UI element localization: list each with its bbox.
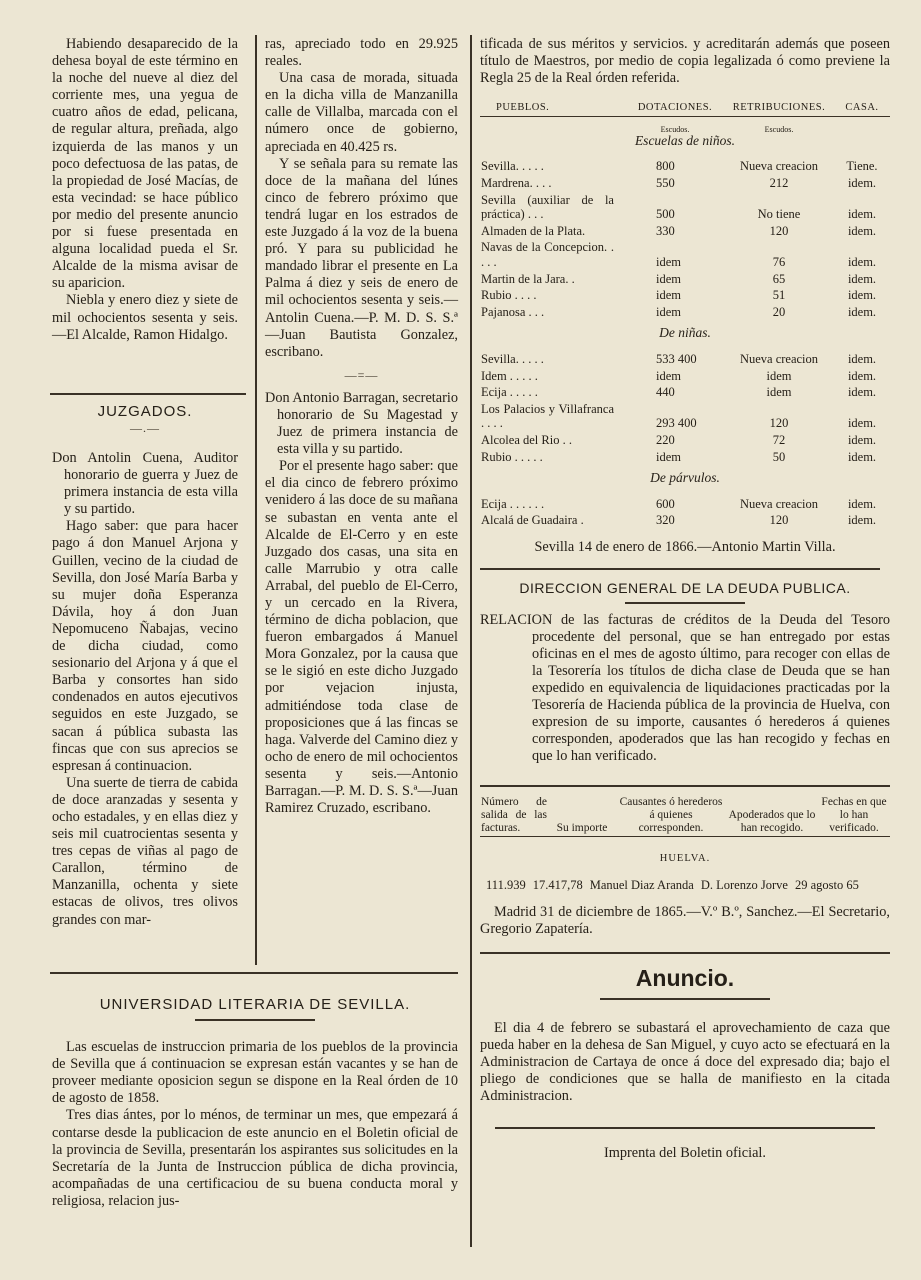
- lost-animal-signature: Niebla y enero diez y siete de mil ochocientos sesenta y seis.—El Alcalde, Ramon Hidalgo.: [52, 292, 238, 343]
- escuelas-group-title: De párvulos.: [650, 470, 720, 486]
- escuelas-header-rule: [480, 116, 890, 125]
- escuelas-cell-casa: idem.: [847, 449, 877, 464]
- escuelas-cell-dot: 500: [656, 207, 675, 222]
- escuelas-cell-ret: Nueva creacion: [739, 352, 819, 366]
- escuelas-cell-casa: idem.: [847, 513, 877, 528]
- deuda-row-fecha: 29 agosto 65: [794, 877, 859, 892]
- escuelas-row: [480, 449, 890, 466]
- escuelas-cell-dot: 330: [656, 223, 675, 238]
- escuelas-cell-ret: 120: [769, 513, 789, 528]
- anuncio-ornament: [600, 998, 770, 1000]
- escuelas-cell-pueblo: Navas de la Concepcion. . . . .: [481, 240, 614, 270]
- escuelas-signature: Sevilla 14 de enero de 1866.—Antonio Martin Villa.: [534, 538, 836, 555]
- deuda-row-importe: 17.417,78: [532, 877, 583, 892]
- deuda-province: HUELVA.: [659, 852, 711, 864]
- deuda-ornament: [625, 602, 745, 604]
- escuelas-cell-pueblo: Idem . . . . .: [481, 368, 538, 383]
- deuda-row-causante: Manuel Diaz Aranda: [589, 877, 694, 892]
- escuelas-cell-ret: 120: [769, 223, 789, 238]
- escuelas-cell-dot: 220: [656, 432, 675, 447]
- escuelas-cell-casa: idem.: [847, 255, 877, 270]
- imprenta-label: Imprenta del Boletin oficial.: [604, 1144, 766, 1161]
- column-2: [265, 36, 458, 817]
- universidad-top-rule: [50, 972, 458, 974]
- escuelas-cell-casa: idem.: [847, 496, 877, 511]
- escuelas-group-title: De niñas.: [659, 325, 711, 341]
- escuelas-cell-ret: 50: [772, 449, 786, 464]
- escuelas-cell-ret: idem: [766, 368, 792, 383]
- escuelas-row: [480, 432, 890, 449]
- escuelas-cell-ret: 120: [769, 416, 789, 431]
- escuelas-cell-dot: 550: [656, 176, 675, 191]
- col2-separator: —=—: [344, 367, 379, 382]
- escuelas-cell-dot: 800: [656, 159, 675, 174]
- lost-animal-notice: Habiendo desaparecido de la dehesa boyal de este término en la noche del nueve al diez del corriente mes, una yegua de cuatro años de edad, pelicana, de regular altura, preñada, algo izquierda de las manos y un poco defectuosa de las patas, de la propiedad de José Macías, de esta vecindad: se hace público por medio del presente anuncio por si fuese presentada en alguna localidad pueda el Sr. Alcalde de la misma avisar de su aparicion.: [52, 36, 238, 292]
- escuelas-row: [480, 384, 890, 401]
- deuda-header-rule: [480, 836, 890, 851]
- escuelas-cell-casa: idem.: [847, 271, 877, 286]
- cuena-cont-1: ras, apreciado todo en 29.925 reales.: [265, 36, 458, 70]
- anuncio-title: Anuncio.: [635, 964, 735, 991]
- escuelas-cell-ret: No tiene: [757, 207, 801, 222]
- header-pueblos: PUEBLOS.: [496, 102, 550, 114]
- juzgados-ornament: —.—: [130, 421, 160, 436]
- escuelas-group-title-row: [480, 320, 890, 351]
- escuelas-cell-ret: Nueva creacion: [739, 159, 819, 174]
- escuelas-cell-dot: idem: [656, 255, 681, 270]
- universidad-ornament: [195, 1019, 315, 1021]
- column-1-cuena: [52, 450, 238, 929]
- universidad-cont: tificada de sus méritos y servicios. y acreditarán además que poseen título de Maestros, por medio de copia legalizada ó como previene la Regla 25 de la Real órden referida.: [480, 36, 890, 87]
- escuelas-cell-pueblo: Sevilla (auxiliar de la práctica) . . .: [481, 192, 614, 222]
- deuda-header-causantes: Causantes ó herederos á quienes corresponden.: [619, 795, 723, 834]
- anuncio-top-rule: [480, 952, 890, 954]
- escuelas-cell-pueblo: Martin de la Jara. .: [481, 271, 575, 286]
- escuelas-cell-casa: idem.: [847, 304, 877, 319]
- escuelas-cell-casa: Tiene.: [846, 159, 878, 174]
- currency-label-1: Escudos.: [660, 124, 690, 134]
- deuda-title: DIRECCION GENERAL DE LA DEUDA PUBLICA.: [519, 579, 851, 596]
- escuelas-cell-ret: idem: [766, 385, 792, 400]
- column-1: [52, 36, 238, 344]
- deuda-header-importe: Su importe: [556, 821, 608, 834]
- deuda-table: [480, 795, 890, 877]
- deuda-province-row: [480, 851, 890, 877]
- escuelas-cell-pueblo: Alcalá de Guadaira .: [481, 513, 584, 528]
- escuelas-cell-pueblo: Sevilla. . . . .: [481, 352, 544, 366]
- escuelas-row: [480, 351, 890, 368]
- escuelas-header-row: [480, 101, 890, 116]
- cuena-body-1: Hago saber: que para hacer pago á don Manuel Arjona y Guillen, vecino de la ciudad de Sevilla, don José María Barba y su mujer doña Esperanza Dávila, hoy á don Juan Nepomuceno Ñabajas, vecino de dicha ciudad, como sesionario del Arjona y á que el Barba y consortes han sido condenados en autos ejecutivos seguidos en este Juzgado, se sacan á pública subasta las fincas que con sus aprecios se espresan á continuacion.: [52, 518, 238, 774]
- escuelas-cell-ret: 212: [769, 176, 789, 191]
- escuelas-cell-pueblo: Los Palacios y Villafranca . . . .: [481, 401, 614, 431]
- escuelas-cell-casa: idem.: [847, 432, 877, 447]
- escuelas-group-title-row: [480, 134, 890, 159]
- escuelas-cell-dot: 440: [656, 385, 675, 400]
- col1-section-rule: [50, 393, 246, 395]
- deuda-row-apoderado: D. Lorenzo Jorve: [700, 877, 788, 892]
- header-casa: CASA.: [845, 102, 879, 114]
- deuda-header-fechas: Fechas en que lo han verificado.: [821, 795, 887, 834]
- escuelas-cell-dot: idem: [656, 368, 681, 383]
- escuelas-cell-casa: idem.: [847, 385, 877, 400]
- escuelas-row: [480, 271, 890, 288]
- escuelas-cell-pueblo: Alcolea del Rio . .: [481, 432, 572, 447]
- escuelas-row: [480, 287, 890, 304]
- escuelas-cell-pueblo: Sevilla. . . . .: [481, 159, 544, 174]
- escuelas-table: [480, 101, 890, 529]
- escuelas-row: [480, 239, 890, 270]
- deuda-signature: Madrid 31 de diciembre de 1865.—V.º B.º, Sanchez.—El Secretario, Gregorio Zapatería.: [480, 904, 890, 938]
- escuelas-cell-pueblo: Rubio . . . .: [481, 288, 537, 303]
- escuelas-cell-dot: idem: [656, 304, 681, 319]
- column-3: [480, 36, 890, 1162]
- cuena-body-2: Una suerte de tierra de cabida de doce aranzadas y sesenta y ocho estadales, y en ellas diez y seis mil cuatrocientas sesenta y tres cepas de viñas al pago de Carallon, término de Manzanilla, ochenta y siete estacas de olivos, tres olivos grandes con mar-: [52, 774, 238, 928]
- deuda-row-numero: 111.939: [486, 877, 526, 892]
- column-divider-1: [255, 35, 257, 965]
- deuda-relacion: RELACION de las facturas de créditos de la Deuda del Tesoro procedente del personal, que se han entregado por estas oficinas en el mes de agosto último, para recoger con ellas de la Tesorería los títulos de dicha clase de Deuda que se han expedido en equivalencia de liquidaciones practicadas por la Tesorería de Hacienda pública de la provincia de Huelva, con expresion de su importe, causantes ó herederos á quienes corresponden, apoderados que las han recogido y fechas en que lo han verificado.: [480, 611, 890, 765]
- imprenta-top-rule: [495, 1127, 875, 1129]
- anuncio-text: El dia 4 de febrero se subastará el aprovechamiento de caza que pueda haber en la dehesa de San Miguel, y cuyo acto se efectuará en la Administracion de Cartaya de once á doce del expresado dia; bajo el pliego de condiciones que se halla de manifiesto en la citada Administracion.: [480, 1019, 890, 1105]
- deuda-table-top-rule: [480, 785, 890, 787]
- escuelas-cell-casa: idem.: [847, 352, 877, 366]
- escuelas-cell-pueblo: Ecija . . . . .: [481, 385, 538, 400]
- column-divider-2: [470, 35, 472, 1247]
- escuelas-row: [480, 158, 890, 175]
- universidad-para-1: Las escuelas de instruccion primaria de los pueblos de la provincia de Sevilla que á continuacion se expresan están vacantes y se han de proveer mediante oposicion segun se dispone en la Real órden de 10 de agosto de 1858.: [52, 1039, 458, 1107]
- escuelas-cell-ret: 76: [772, 255, 786, 270]
- escuelas-row: [480, 368, 890, 385]
- cuena-cont-2: Una casa de morada, situada en la dicha villa de Manzanilla calle de Villalba, marcada con el número once de gobierno, apreciada en 40.425 rs.: [265, 70, 458, 155]
- universidad-para-2: Tres dias ántes, por lo ménos, de terminar un mes, que empezará á contarse desde la publicacion de este anuncio en el Boletin oficial de la provincia de Sevilla, presentarán los aspirantes sus solicitudes en la Secretaría de la Junta de Instruccion pública de dicha provincia, acompañadas de una certificaciou de su buena conducta moral y religiosa, relacion jus-: [52, 1107, 458, 1209]
- escuelas-group-title: Escuelas de niños.: [634, 132, 736, 148]
- deuda-row: [480, 877, 890, 894]
- escuelas-cell-ret: 65: [772, 271, 786, 286]
- cuena-intro: Don Antolin Cuena, Auditor honorario de guerra y Juez de primera instancia de esta villa y su partido.: [52, 450, 238, 518]
- escuelas-cell-pueblo: Pajanosa . . .: [481, 304, 545, 319]
- escuelas-cell-casa: idem.: [847, 223, 877, 238]
- escuelas-row: [480, 223, 890, 240]
- escuelas-cell-casa: idem.: [847, 207, 877, 222]
- escuelas-cell-dot: idem: [656, 449, 681, 464]
- universidad-section: [52, 996, 458, 1210]
- cuena-cont-3: Y se señala para su remate las doce de la mañana del lúnes cinco de febrero próximo que tendrá lugar en los estrados de este Juzgado á la voz de la buena pró. Y para su publicidad he mandado librar el presente en La Palma á diez y seis de enero de mil ochocientos sesenta y seis.—Antolin Cuena.—P. M. D. S. S.ª—Juan Bautista Gonzalez, escribano.: [265, 155, 458, 360]
- escuelas-row: [480, 304, 890, 321]
- escuelas-cell-pueblo: Mardrena. . . .: [481, 176, 552, 191]
- escuelas-cell-casa: idem.: [847, 368, 877, 383]
- escuelas-row: [480, 175, 890, 192]
- escuelas-cell-casa: idem.: [847, 416, 877, 431]
- escuelas-cell-pueblo: Rubio . . . . .: [481, 449, 543, 464]
- escuelas-cell-casa: idem.: [847, 288, 877, 303]
- escuelas-cell-dot: 533 400: [656, 352, 697, 366]
- escuelas-cell-ret: Nueva creacion: [739, 496, 819, 511]
- escuelas-cell-dot: idem: [656, 288, 681, 303]
- deuda-header-numero: Número de salida de las facturas.: [481, 795, 547, 834]
- barragan-body: Por el presente hago saber: que el dia cinco de febrero próximo venidero á las doce de su mañana se subastan en venta ante el Alcalde de El-Cerro y en este Juzgado dos casas, una sita en calle Marrubio y otra calle Arrabal, del pueblo de El-Cerro, y un cercado en la Rivera, término de dicha poblacion, que fueron embargados á Manuel Mora Gonzalez, por la causa que se le sigió en este dicho Juzgado por vejacion injusta, admitiéndose toda clase de proposiciones que á las fincas se haga. Valverde del Camino diez y ocho de enero de mil ochocientos sesenta y seis.—Antonio Barragan.—P. M. D. S. S.ª—Juan Ramirez Cruzado, escribano.: [265, 458, 458, 817]
- deuda-header-apoderados: Apoderados que lo han recogido.: [728, 808, 816, 834]
- escuelas-cell-dot: 600: [656, 496, 675, 511]
- escuelas-cell-ret: 51: [772, 288, 786, 303]
- escuelas-group-title-row: [480, 465, 890, 496]
- deuda-header-row: [480, 795, 890, 837]
- escuelas-cell-dot: 320: [656, 513, 675, 528]
- juzgados-title: JUZGADOS.: [97, 403, 193, 420]
- escuelas-row: [480, 192, 890, 223]
- escuelas-row: [480, 401, 890, 432]
- barragan-intro: Don Antonio Barragan, secretario honorario de Su Magestad y Juez de primera instancia de esta villa y su partido.: [265, 389, 458, 458]
- deuda-top-rule: [480, 568, 880, 570]
- escuelas-cell-ret: 72: [772, 432, 786, 447]
- escuelas-cell-dot: idem: [656, 271, 681, 286]
- escuelas-cell-pueblo: Almaden de la Plata.: [481, 223, 586, 238]
- currency-label-2: Escudos.: [764, 124, 794, 134]
- header-dotaciones: DOTACIONES.: [637, 102, 713, 114]
- escuelas-cell-ret: 20: [772, 304, 786, 319]
- escuelas-cell-casa: idem.: [847, 176, 877, 191]
- universidad-title: UNIVERSIDAD LITERARIA DE SEVILLA.: [99, 996, 411, 1013]
- header-retribuciones: RETRIBUCIONES.: [732, 102, 826, 114]
- escuelas-cell-dot: 293 400: [656, 416, 697, 431]
- escuelas-row: [480, 496, 890, 513]
- escuelas-cell-pueblo: Ecija . . . . . .: [481, 496, 545, 511]
- juzgados-heading-block: [52, 403, 238, 437]
- escuelas-row: [480, 512, 890, 529]
